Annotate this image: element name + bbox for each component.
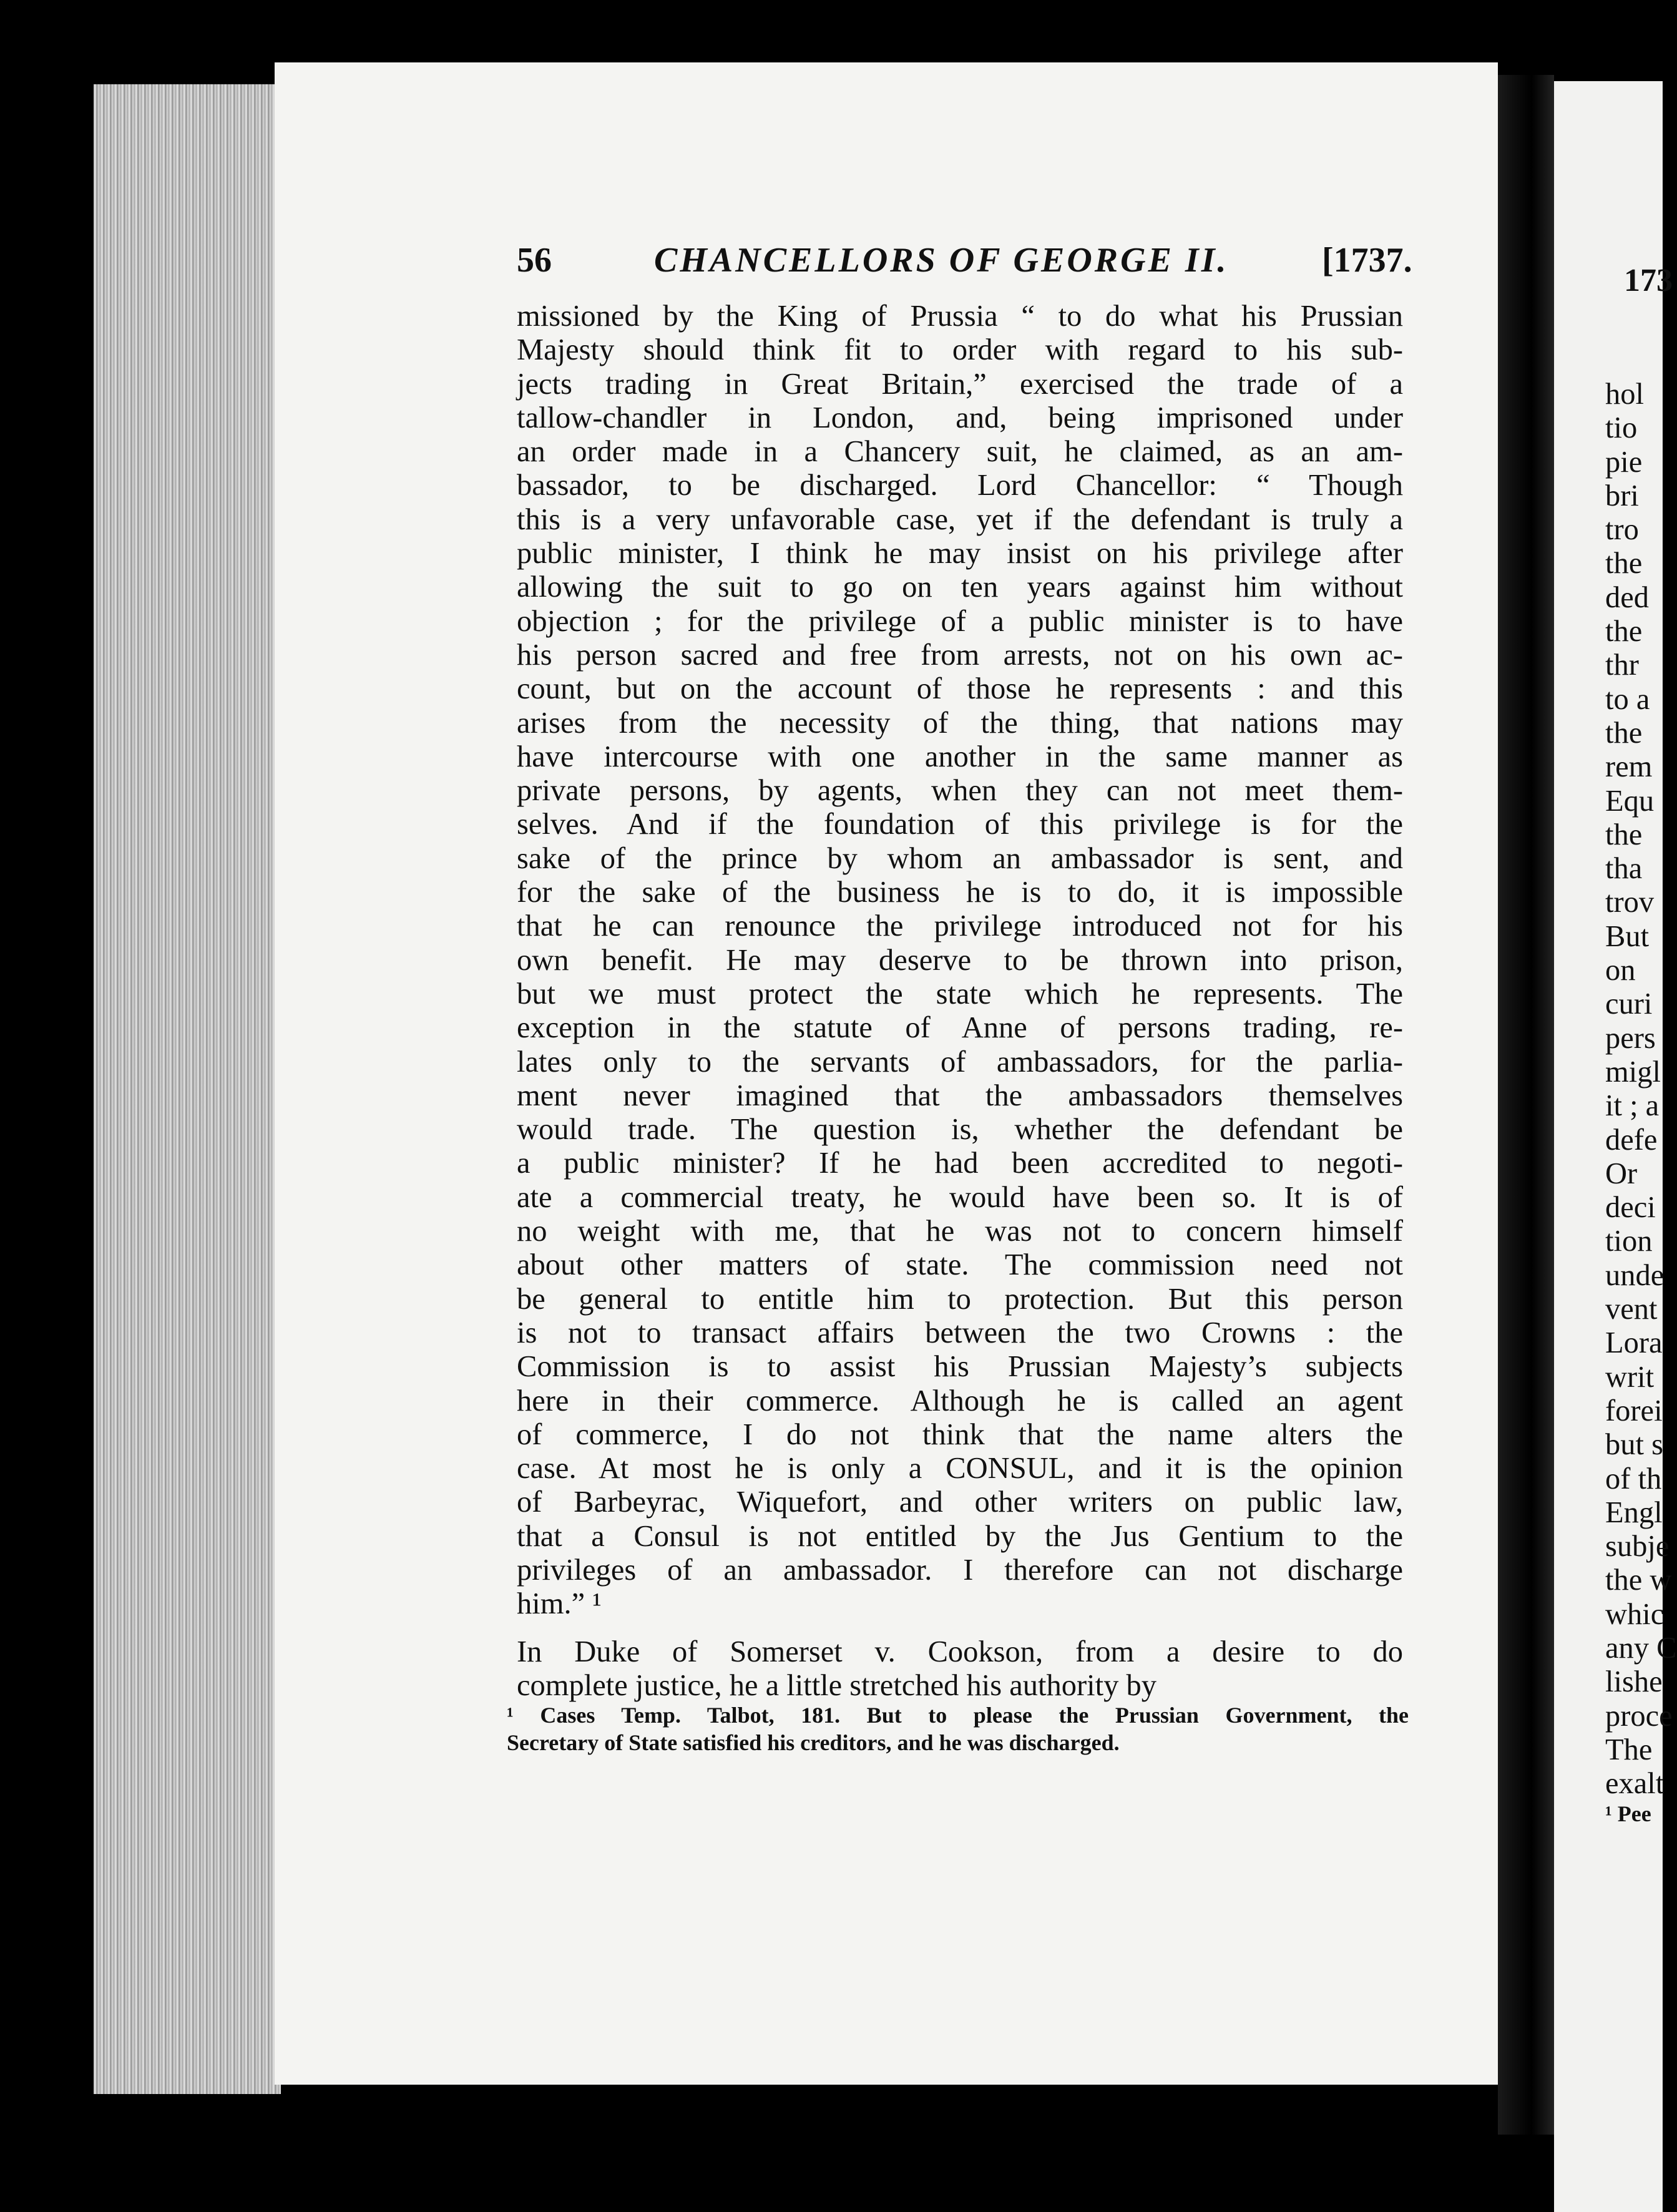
text-line: is not to transact affairs between the two Crowns : the	[517, 1316, 1403, 1349]
facing-page-line: exalt	[1605, 1767, 1665, 1801]
facing-page-line: lishe	[1605, 1665, 1663, 1699]
text-line: allowing the suit to go on ten years against him without	[517, 570, 1403, 604]
facing-page-line: Engl	[1605, 1495, 1663, 1529]
text-line: an order made in a Chancery suit, he claimed, as an am-	[517, 435, 1403, 469]
text-line: Commission is to assist his Prussian Majesty’s subjects	[517, 1350, 1403, 1384]
text-line: but we must protect the state which he represents. The	[517, 977, 1403, 1011]
text-line: have intercourse with one another in the same manner as	[517, 740, 1403, 773]
facing-page-line: to a	[1605, 682, 1650, 716]
page-header	[517, 240, 1440, 296]
facing-page-line: proce	[1605, 1699, 1673, 1733]
facing-page-line: tio	[1605, 411, 1638, 445]
page-number: 56	[517, 241, 552, 280]
facing-page	[1554, 81, 1677, 2212]
body-text	[517, 300, 1403, 1703]
footnotes	[507, 1701, 1409, 1756]
facing-page-line: bri	[1605, 479, 1639, 512]
book-gutter	[1498, 75, 1554, 2135]
text-line: no weight with me, that he was not to concern himself	[517, 1215, 1403, 1248]
text-line: that a Consul is not entitled by the Jus Gentium to the	[517, 1519, 1403, 1553]
footnote-line: ¹ Cases Temp. Talbot, 181. But to please the Prussian Government, the	[507, 1703, 1409, 1728]
facing-page-line: the	[1605, 615, 1643, 648]
facing-page-line: any C	[1605, 1631, 1677, 1665]
text-line: Majesty should think fit to order with regard to his sub-	[517, 333, 1403, 367]
facing-page-line: Equ	[1605, 784, 1655, 818]
facing-page-line: the	[1605, 547, 1643, 580]
text-line: this is a very unfavorable case, yet if the defendant is truly a	[517, 502, 1403, 536]
text-line: selves. And if the foundation of this privilege is for the	[517, 808, 1403, 841]
facing-page-line: the	[1605, 818, 1643, 851]
facing-page-line: Lora	[1605, 1326, 1663, 1360]
text-line: his person sacred and free from arrests, not on his own ac-	[517, 638, 1403, 672]
facing-page-line: The	[1605, 1733, 1653, 1766]
facing-page-line: the	[1605, 716, 1643, 750]
text-line: case. At most he is only a CONSUL, and it is the opinion	[517, 1452, 1403, 1485]
paragraph	[517, 1635, 1403, 1703]
text-line: for the sake of the business he is to do, it is impossible	[517, 876, 1403, 909]
text-line: a public minister? If he had been accredited to negoti-	[517, 1147, 1403, 1180]
facing-page-line: on	[1605, 954, 1636, 987]
text-line: bassador, to be discharged. Lord Chancellor: “ Though	[517, 469, 1403, 502]
text-line: here in their commerce. Although he is called an agent	[517, 1384, 1403, 1417]
text-line: ment never imagined that the ambassadors themselves	[517, 1079, 1403, 1112]
facing-page-line: tha	[1605, 852, 1643, 886]
facing-page-line: trov	[1605, 886, 1655, 919]
text-line: arises from the necessity of the thing, that nations may	[517, 706, 1403, 740]
page-edge-stack-fore	[94, 84, 281, 2094]
facing-page-line: but s	[1605, 1428, 1663, 1462]
facing-page-line: But	[1605, 919, 1650, 953]
facing-page-line: curi	[1605, 987, 1653, 1021]
text-line: objection ; for the privilege of a public minister is to have	[517, 604, 1403, 638]
facing-page-line: of th	[1605, 1462, 1662, 1495]
facing-page-line: pie	[1605, 445, 1643, 479]
text-line: would trade. The question is, whether the defendant be	[517, 1113, 1403, 1147]
facing-page-line: pers	[1605, 1021, 1656, 1055]
running-title: CHANCELLORS OF GEORGE II.	[654, 241, 1229, 280]
text-line: tallow-chandler in London, and, being imprisoned under	[517, 401, 1403, 434]
facing-page-line: forei	[1605, 1394, 1663, 1427]
facing-page-line: hol	[1605, 378, 1644, 411]
facing-page-line: thr	[1605, 648, 1639, 682]
paragraph	[517, 300, 1403, 1622]
text-line: about other matters of state. The commission need not	[517, 1248, 1403, 1282]
facing-page-line: ded	[1605, 580, 1650, 614]
text-line: count, but on the account of those he represents : and this	[517, 672, 1403, 706]
facing-page-line: vent	[1605, 1293, 1658, 1326]
facing-page-line: tro	[1605, 513, 1639, 547]
facing-page-line: tion	[1605, 1225, 1653, 1258]
footnote-line: Secretary of State satisfied his creditors, and he was discharged.	[507, 1730, 1120, 1755]
facing-page-header: 173	[1624, 263, 1673, 298]
facing-page-line: writ	[1605, 1360, 1655, 1394]
text-line: complete justice, he a little stretched his authority by	[517, 1668, 1156, 1702]
text-line: missioned by the King of Prussia “ to do what his Prussian	[517, 300, 1403, 333]
facing-page-line: the w	[1605, 1564, 1672, 1597]
header-year: [1737.	[1322, 241, 1412, 280]
facing-page-line: subje	[1605, 1530, 1670, 1564]
facing-page-line: rem	[1605, 750, 1653, 784]
facing-page-line: migl	[1605, 1055, 1661, 1089]
facing-page-footnote: ¹ Pee	[1605, 1801, 1651, 1826]
text-line: him.” ¹	[517, 1587, 602, 1621]
facing-page-line: whic	[1605, 1597, 1665, 1631]
text-line: of Barbeyrac, Wiquefort, and other writers on public law,	[517, 1485, 1403, 1519]
text-line: sake of the prince by whom an ambassador is sent, and	[517, 841, 1403, 875]
text-line: private persons, by agents, when they can not meet them-	[517, 774, 1403, 808]
text-line: privileges of an ambassador. I therefore can not discharge	[517, 1553, 1403, 1587]
facing-page-line: deci	[1605, 1191, 1656, 1225]
text-line: ate a commercial treaty, he would have been so. It is of	[517, 1180, 1403, 1214]
text-line: own benefit. He may deserve to be thrown into prison,	[517, 943, 1403, 977]
text-line: lates only to the servants of ambassadors, for the parlia-	[517, 1045, 1403, 1079]
facing-page-text	[1605, 378, 1677, 1801]
facing-page-line: it ; a	[1605, 1089, 1660, 1123]
text-line: that he can renounce the privilege introduced not for his	[517, 909, 1403, 943]
text-line: exception in the statute of Anne of persons trading, re-	[517, 1011, 1403, 1045]
text-line: of commerce, I do not think that the name alters the	[517, 1417, 1403, 1451]
text-line: jects trading in Great Britain,” exercised the trade of a	[517, 367, 1403, 401]
facing-page-line: unde	[1605, 1258, 1665, 1292]
text-line: be general to entitle him to protection. But this person	[517, 1282, 1403, 1316]
facing-page-line: Or	[1605, 1157, 1638, 1190]
facing-page-line: defe	[1605, 1123, 1658, 1157]
text-line: public minister, I think he may insist on his privilege after	[517, 537, 1403, 570]
text-line: In Duke of Somerset v. Cookson, from a desire to do	[517, 1635, 1403, 1668]
